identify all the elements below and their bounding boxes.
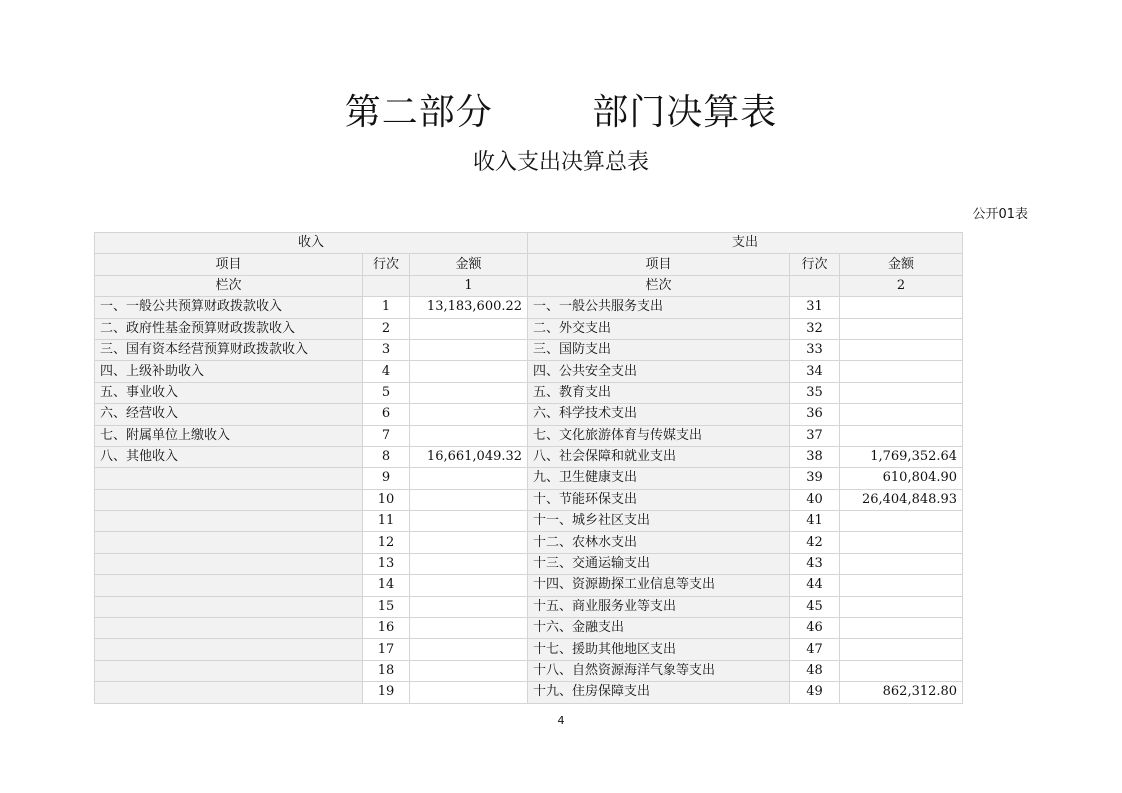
income-line-cell: 15 bbox=[363, 596, 410, 617]
income-index-blank bbox=[363, 275, 410, 296]
column-index-row bbox=[95, 275, 963, 296]
income-amount-cell bbox=[410, 575, 528, 596]
income-amount-cell bbox=[410, 361, 528, 382]
income-item-cell bbox=[95, 468, 363, 489]
table-row bbox=[95, 361, 963, 382]
expense-item-cell: 八、社会保障和就业支出 bbox=[528, 446, 790, 467]
expense-amount-cell bbox=[840, 425, 963, 446]
income-item-cell: 四、上级补助收入 bbox=[95, 361, 363, 382]
income-item-cell: 八、其他收入 bbox=[95, 446, 363, 467]
table-row bbox=[95, 446, 963, 467]
table-code: 公开01表 bbox=[972, 207, 1028, 222]
income-item-cell bbox=[95, 553, 363, 574]
page-title: 第二部分 部门决算表 bbox=[344, 92, 778, 133]
income-amount-cell bbox=[410, 511, 528, 532]
income-line-cell: 4 bbox=[363, 361, 410, 382]
income-amount-cell bbox=[410, 425, 528, 446]
expense-amount-cell bbox=[840, 596, 963, 617]
table-row bbox=[95, 489, 963, 510]
expense-item-cell: 二、外交支出 bbox=[528, 318, 790, 339]
expense-amount-cell bbox=[840, 511, 963, 532]
expense-line-cell: 49 bbox=[790, 682, 840, 703]
expense-item-cell: 十、节能环保支出 bbox=[528, 489, 790, 510]
expense-amount-cell: 1,769,352.64 bbox=[840, 446, 963, 467]
income-item-cell bbox=[95, 489, 363, 510]
expense-item-cell: 十八、自然资源海洋气象等支出 bbox=[528, 660, 790, 681]
income-line-cell: 5 bbox=[363, 382, 410, 403]
income-amount-cell: 16,661,049.32 bbox=[410, 446, 528, 467]
income-header: 收入 bbox=[95, 233, 528, 254]
table-row bbox=[95, 297, 963, 318]
income-line-cell: 17 bbox=[363, 639, 410, 660]
income-item-cell: 五、事业收入 bbox=[95, 382, 363, 403]
income-amount-cell bbox=[410, 489, 528, 510]
income-line-cell: 6 bbox=[363, 404, 410, 425]
income-line-cell: 8 bbox=[363, 446, 410, 467]
expense-item-cell: 九、卫生健康支出 bbox=[528, 468, 790, 489]
expense-item-cell: 十三、交通运输支出 bbox=[528, 553, 790, 574]
income-item-cell bbox=[95, 596, 363, 617]
expense-item-cell: 十四、资源勘探工业信息等支出 bbox=[528, 575, 790, 596]
table-row bbox=[95, 553, 963, 574]
expense-line-cell: 33 bbox=[790, 339, 840, 360]
income-amount-header: 金额 bbox=[410, 254, 528, 275]
page-number: 4 bbox=[557, 714, 565, 727]
table-row bbox=[95, 425, 963, 446]
income-item-cell bbox=[95, 639, 363, 660]
expense-amount-cell bbox=[840, 639, 963, 660]
expense-index-value: 2 bbox=[840, 275, 963, 296]
income-line-cell: 2 bbox=[363, 318, 410, 339]
income-line-cell: 9 bbox=[363, 468, 410, 489]
expense-item-cell: 十七、援助其他地区支出 bbox=[528, 639, 790, 660]
expense-amount-cell bbox=[840, 404, 963, 425]
table-row bbox=[95, 382, 963, 403]
table-row bbox=[95, 618, 963, 639]
expense-item-cell: 七、文化旅游体育与传媒支出 bbox=[528, 425, 790, 446]
expense-amount-header: 金额 bbox=[840, 254, 963, 275]
income-item-cell: 一、一般公共预算财政拨款收入 bbox=[95, 297, 363, 318]
expense-amount-cell bbox=[840, 339, 963, 360]
income-item-cell bbox=[95, 618, 363, 639]
expense-index-blank bbox=[790, 275, 840, 296]
income-line-header: 行次 bbox=[363, 254, 410, 275]
income-item-header: 项目 bbox=[95, 254, 363, 275]
table-row bbox=[95, 596, 963, 617]
expense-item-cell: 一、一般公共服务支出 bbox=[528, 297, 790, 318]
income-amount-cell bbox=[410, 553, 528, 574]
expense-amount-cell bbox=[840, 297, 963, 318]
expense-line-cell: 40 bbox=[790, 489, 840, 510]
expense-item-cell: 五、教育支出 bbox=[528, 382, 790, 403]
expense-line-cell: 45 bbox=[790, 596, 840, 617]
income-line-cell: 12 bbox=[363, 532, 410, 553]
expense-item-cell: 四、公共安全支出 bbox=[528, 361, 790, 382]
income-expense-summary-table bbox=[94, 232, 963, 704]
table-title: 收入支出决算总表 bbox=[472, 150, 649, 175]
column-header-row bbox=[95, 254, 963, 275]
table-row bbox=[95, 639, 963, 660]
expense-line-cell: 41 bbox=[790, 511, 840, 532]
income-amount-cell bbox=[410, 404, 528, 425]
expense-item-cell: 三、国防支出 bbox=[528, 339, 790, 360]
expense-item-cell: 十一、城乡社区支出 bbox=[528, 511, 790, 532]
expense-amount-cell: 26,404,848.93 bbox=[840, 489, 963, 510]
income-item-cell bbox=[95, 682, 363, 703]
expense-line-cell: 32 bbox=[790, 318, 840, 339]
income-line-cell: 13 bbox=[363, 553, 410, 574]
income-amount-cell bbox=[410, 468, 528, 489]
expense-line-cell: 39 bbox=[790, 468, 840, 489]
table-row bbox=[95, 404, 963, 425]
table-row bbox=[95, 339, 963, 360]
expense-amount-cell: 862,312.80 bbox=[840, 682, 963, 703]
income-item-cell bbox=[95, 511, 363, 532]
expense-line-cell: 46 bbox=[790, 618, 840, 639]
expense-line-cell: 38 bbox=[790, 446, 840, 467]
expense-header: 支出 bbox=[528, 233, 963, 254]
expense-amount-cell bbox=[840, 618, 963, 639]
income-amount-cell bbox=[410, 339, 528, 360]
income-item-cell bbox=[95, 575, 363, 596]
expense-line-cell: 47 bbox=[790, 639, 840, 660]
expense-item-cell: 六、科学技术支出 bbox=[528, 404, 790, 425]
table-row bbox=[95, 532, 963, 553]
expense-item-cell: 十九、住房保障支出 bbox=[528, 682, 790, 703]
income-amount-cell: 13,183,600.22 bbox=[410, 297, 528, 318]
income-line-cell: 7 bbox=[363, 425, 410, 446]
income-index-label: 栏次 bbox=[95, 275, 363, 296]
expense-item-cell: 十六、金融支出 bbox=[528, 618, 790, 639]
income-line-cell: 14 bbox=[363, 575, 410, 596]
income-amount-cell bbox=[410, 318, 528, 339]
expense-line-cell: 37 bbox=[790, 425, 840, 446]
table-row bbox=[95, 682, 963, 703]
income-amount-cell bbox=[410, 532, 528, 553]
table-row bbox=[95, 660, 963, 681]
expense-line-cell: 35 bbox=[790, 382, 840, 403]
table-body bbox=[95, 233, 963, 704]
income-amount-cell bbox=[410, 618, 528, 639]
expense-amount-cell bbox=[840, 532, 963, 553]
expense-line-cell: 31 bbox=[790, 297, 840, 318]
expense-item-header: 项目 bbox=[528, 254, 790, 275]
income-amount-cell bbox=[410, 639, 528, 660]
income-item-cell bbox=[95, 660, 363, 681]
expense-line-cell: 36 bbox=[790, 404, 840, 425]
expense-amount-cell bbox=[840, 382, 963, 403]
expense-line-cell: 43 bbox=[790, 553, 840, 574]
expense-line-cell: 48 bbox=[790, 660, 840, 681]
income-amount-cell bbox=[410, 596, 528, 617]
income-amount-cell bbox=[410, 382, 528, 403]
income-amount-cell bbox=[410, 660, 528, 681]
expense-amount-cell bbox=[840, 575, 963, 596]
income-item-cell: 七、附属单位上缴收入 bbox=[95, 425, 363, 446]
section-header-row bbox=[95, 233, 963, 254]
expense-line-cell: 42 bbox=[790, 532, 840, 553]
income-line-cell: 18 bbox=[363, 660, 410, 681]
expense-item-cell: 十二、农林水支出 bbox=[528, 532, 790, 553]
expense-line-header: 行次 bbox=[790, 254, 840, 275]
expense-line-cell: 44 bbox=[790, 575, 840, 596]
income-item-cell: 二、政府性基金预算财政拨款收入 bbox=[95, 318, 363, 339]
expense-index-label: 栏次 bbox=[528, 275, 790, 296]
income-item-cell: 三、国有资本经营预算财政拨款收入 bbox=[95, 339, 363, 360]
expense-amount-cell: 610,804.90 bbox=[840, 468, 963, 489]
income-line-cell: 11 bbox=[363, 511, 410, 532]
income-item-cell: 六、经营收入 bbox=[95, 404, 363, 425]
income-index-value: 1 bbox=[410, 275, 528, 296]
table-row bbox=[95, 511, 963, 532]
income-amount-cell bbox=[410, 682, 528, 703]
table-row bbox=[95, 575, 963, 596]
expense-amount-cell bbox=[840, 361, 963, 382]
table-row bbox=[95, 468, 963, 489]
income-line-cell: 19 bbox=[363, 682, 410, 703]
expense-amount-cell bbox=[840, 660, 963, 681]
income-item-cell bbox=[95, 532, 363, 553]
income-line-cell: 16 bbox=[363, 618, 410, 639]
income-line-cell: 3 bbox=[363, 339, 410, 360]
income-line-cell: 10 bbox=[363, 489, 410, 510]
expense-line-cell: 34 bbox=[790, 361, 840, 382]
expense-amount-cell bbox=[840, 318, 963, 339]
expense-item-cell: 十五、商业服务业等支出 bbox=[528, 596, 790, 617]
table-row bbox=[95, 318, 963, 339]
income-line-cell: 1 bbox=[363, 297, 410, 318]
expense-amount-cell bbox=[840, 553, 963, 574]
